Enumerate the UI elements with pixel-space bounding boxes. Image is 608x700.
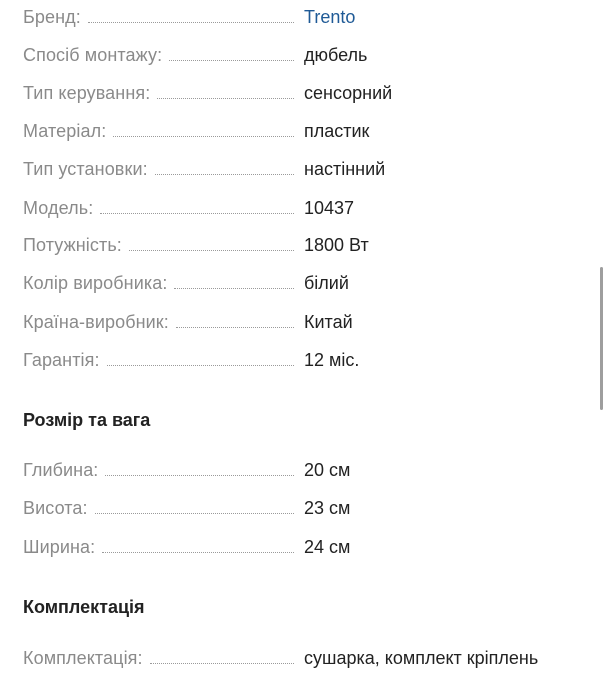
spec-value: 20 см xyxy=(304,460,351,480)
brand-link[interactable]: Trento xyxy=(304,7,356,27)
spec-row-brand xyxy=(23,2,583,32)
spec-row-depth xyxy=(23,455,583,485)
spec-label: Тип керування: xyxy=(23,83,151,103)
spec-value: 10437 xyxy=(304,198,355,218)
spec-value: настінний xyxy=(304,159,386,179)
dotted-leader xyxy=(169,40,294,61)
spec-row-material xyxy=(23,116,583,146)
spec-label: Ширина: xyxy=(23,537,96,557)
spec-label: Спосіб монтажу: xyxy=(23,45,163,65)
dotted-leader xyxy=(176,307,294,328)
spec-value: 12 міс. xyxy=(304,350,360,370)
spec-label: Колір виробника: xyxy=(23,273,168,293)
dotted-leader xyxy=(150,643,294,664)
spec-value: 23 см xyxy=(304,498,351,518)
dotted-leader xyxy=(100,193,294,214)
spec-value: 1800 Вт xyxy=(304,235,369,255)
spec-value: Китай xyxy=(304,312,353,332)
spec-row-country xyxy=(23,307,583,337)
dotted-leader xyxy=(174,268,294,289)
dotted-leader xyxy=(157,78,294,99)
spec-value: 24 см xyxy=(304,537,351,557)
spec-value: дюбель xyxy=(304,45,368,65)
spec-label: Комплектація: xyxy=(23,648,143,668)
spec-row-width xyxy=(23,532,583,562)
spec-label: Бренд: xyxy=(23,7,81,27)
dotted-leader xyxy=(88,2,294,23)
spec-row-model xyxy=(23,193,583,223)
spec-label: Потужність: xyxy=(23,235,122,255)
dotted-leader xyxy=(95,493,294,514)
spec-row-power xyxy=(23,230,583,260)
spec-value: сенсорний xyxy=(304,83,393,103)
spec-value: білий xyxy=(304,273,349,293)
spec-label: Висота: xyxy=(23,498,88,518)
dotted-leader xyxy=(107,345,294,366)
spec-row-color xyxy=(23,268,583,298)
scrollbar-thumb[interactable] xyxy=(600,267,603,410)
dotted-leader xyxy=(102,532,294,553)
spec-row-height xyxy=(23,493,583,523)
spec-value: сушарка, комплект кріплень xyxy=(304,648,539,668)
spec-row-installation-type xyxy=(23,154,583,184)
spec-row-warranty xyxy=(23,345,583,375)
spec-value: пластик xyxy=(304,121,370,141)
spec-label: Тип установки: xyxy=(23,159,148,179)
section-title-size-weight: Розмір та вага xyxy=(23,410,151,430)
spec-label: Модель: xyxy=(23,198,94,218)
dotted-leader xyxy=(113,116,294,137)
section-title-kit: Комплектація xyxy=(23,597,145,617)
spec-row-kit xyxy=(23,643,583,673)
spec-label: Гарантія: xyxy=(23,350,100,370)
dotted-leader xyxy=(155,154,294,175)
dotted-leader xyxy=(129,230,294,251)
spec-row-control-type xyxy=(23,78,583,108)
spec-row-mounting xyxy=(23,40,583,70)
spec-label: Країна-виробник: xyxy=(23,312,169,332)
spec-label: Глибина: xyxy=(23,460,99,480)
dotted-leader xyxy=(105,455,294,476)
spec-label: Матеріал: xyxy=(23,121,107,141)
